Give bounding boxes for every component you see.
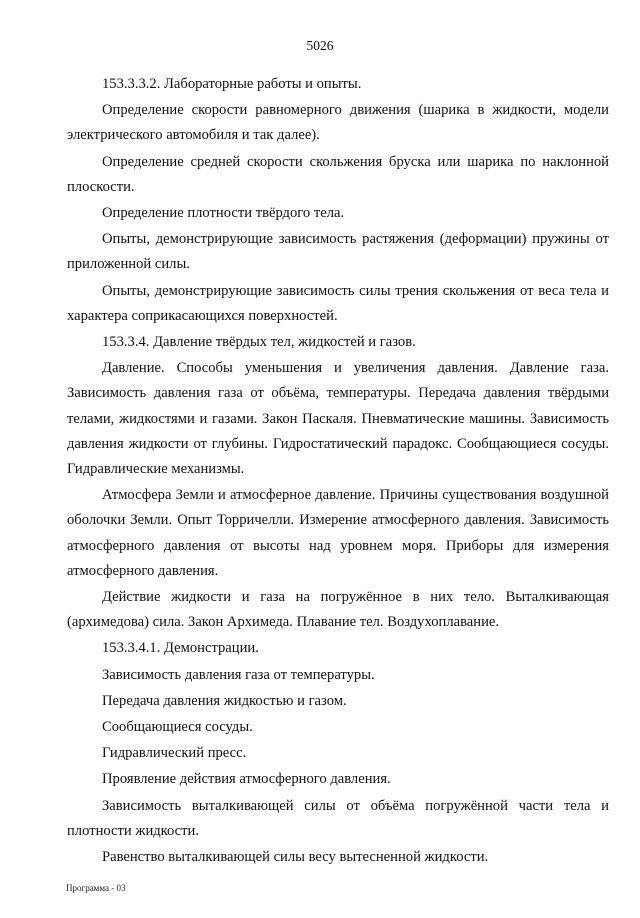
paragraph: Действие жидкости и газа на погружённое в них тело. Выталкивающая (архимедова) сила. Закон Архимеда. Плавание тел. Воздухоплавание. [67,589,609,631]
list-item: Проявление действия атмосферного давления. [102,771,391,788]
paragraph: Определение скорости равномерного движения (шарика в жидкости, модели электрического автомобиля и так далее). [67,102,609,144]
list-item: Зависимость выталкивающей силы от объёма погружённой части тела и плотности жидкости. [67,797,609,839]
paragraph: Определение плотности твёрдого тела. [102,205,345,222]
list-item: Равенство выталкивающей силы весу вытесненной жидкости. [102,849,489,866]
list-item: Сообщающиеся сосуды. [102,719,253,736]
page-number: 5026 [306,38,334,53]
paragraph: Атмосфера Земли и атмосферное давление. Причины существования воздушной оболочки Земли. Опыт Торричелли. Измерение атмосферного давления. Зависимость атмосферного давления от высоты над уровнем моря. Приборы для измерения атмосферного давления. [67,487,609,579]
section-heading-labs: 153.3.3.2. Лабораторные работы и опыты. [102,76,362,92]
paragraph: Опыты, демонстрирующие зависимость силы трения скольжения от веса тела и характера соприкасающихся поверхностей. [67,282,609,324]
paragraph: Определение средней скорости скольжения бруска или шарика по наклонной плоскости. [67,153,609,195]
footer-program-label: Программа - 03 [66,883,126,893]
paragraph: Давление. Способы уменьшения и увеличения давления. Давление газа. Зависимость давления газа от объёма, температуры. Передача давления твёрдыми телами, жидкостями и газами. Закон Паскаля. Пневматические машины. Зависимость давления жидкости от глубины. Гидростатический парадокс. Сообщающиеся сосуды. Гидравлические механизмы. [67,360,609,478]
list-item: Зависимость давления газа от температуры. [102,666,375,683]
document-body [67,72,609,870]
list-item: Передача давления жидкостью и газом. [102,692,347,709]
paragraph: Опыты, демонстрирующие зависимость растяжения (деформации) пружины от приложенной силы. [67,231,609,273]
section-heading-demos: 153.3.4.1. Демонстрации. [102,640,259,657]
list-item: Гидравлический пресс. [102,745,247,762]
section-heading-pressure: 153.3.4. Давление твёрдых тел, жидкостей и газов. [102,334,416,351]
